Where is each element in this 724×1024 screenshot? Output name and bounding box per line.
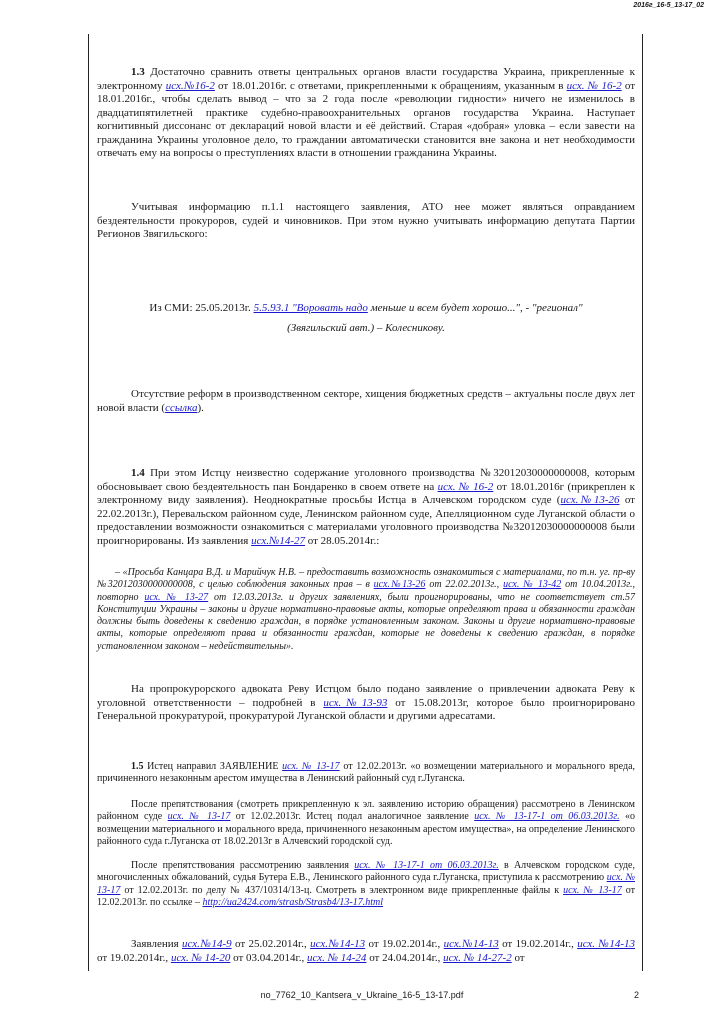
text: в Алчевском городском суде, многочисленных обжалований, судья Бутера Е.В., Ленинского районного суда г.Луганска, приступила к рассмотрению	[97, 860, 635, 884]
doc-link[interactable]: исх. № 13-17	[282, 761, 340, 772]
text: от 18.01.2016г (прикреплен к электронному виду заявления). Неоднократные просьбы Истца в Алчевском городском суде (	[97, 480, 636, 506]
text: от 19.02.2014г.,	[498, 938, 578, 950]
text: «о возмещении материального и морального вреда, причиненного незаконным арестом имущества», на определение Ленинского районного суда г.Луганска от 18.02.2013г в Алчевский городской суд.	[97, 811, 635, 847]
text: Заявления	[131, 938, 183, 950]
text: от 28.05.2014г.:	[305, 534, 380, 547]
doc-link[interactable]: исх. № 13-27	[144, 591, 209, 603]
quote-1-4	[97, 567, 635, 653]
doc-link[interactable]: исх. № 13-17	[97, 872, 635, 896]
section-number: 1.5	[131, 761, 144, 772]
doc-link[interactable]: исх.№13-26	[560, 494, 620, 506]
doc-link[interactable]: исх.№14-13	[310, 938, 366, 950]
text: ).	[197, 401, 204, 414]
doc-link[interactable]: исх.№14-9	[182, 938, 232, 950]
text: При этом Истцу неизвестно содержание уголовного производства №32012030000000008, которым обосновывает свою бездеятельность пан Бондаренко в своем ответе на	[97, 467, 635, 493]
text: от 19.02.2014г.,	[365, 938, 444, 950]
media-quote-author: (Звягильский авт.) – Колесникову.	[287, 322, 445, 334]
doc-link[interactable]: исх. № 14-20	[170, 951, 231, 964]
doc-link[interactable]: исх.№13-26	[373, 579, 426, 591]
paragraph-after-obstruction-2	[97, 860, 635, 909]
text: от 12.02.2013г. по делу № 437/10314/13-ц. Смотреть в электронном виде прикрепленные файлы к	[120, 884, 564, 896]
doc-link[interactable]: исх. № 16-2	[566, 79, 622, 92]
right-margin-rule	[642, 34, 643, 971]
page-header-code: 2016г_16-5_13-17_02	[633, 2, 704, 9]
paragraph-revu	[97, 683, 635, 724]
text: от 12.02.2013г. Истец подал аналогичное заявление	[230, 811, 475, 823]
media-link[interactable]: 5.5.93.1 "Воровать надо	[253, 302, 368, 314]
text: После препятствования рассмотрению заявления	[131, 860, 355, 871]
text: от 22.02.2013г.,	[425, 579, 504, 591]
text: На пропрокурорского адвоката Реву Истцом было подано заявление о привлечении адвоката Реву к уголовной ответственности – подробней в	[97, 683, 635, 709]
text: от 10.04.2013г., повторно	[97, 579, 635, 603]
url-link[interactable]: http://ua2424.com/strasb/Strasb4/13-17.html	[202, 896, 384, 908]
source-link[interactable]: ссылка	[165, 401, 198, 414]
text: Из СМИ: 25.05.2013г.	[149, 302, 254, 314]
section-number: 1.4	[131, 467, 145, 479]
text: от 19.02.2014г.,	[97, 951, 171, 964]
text: от 25.02.2014г.,	[231, 938, 311, 950]
text: Достаточно сравнить ответы центральных органов власти государства Украина, прикрепленные к электронному	[97, 66, 635, 92]
doc-link[interactable]: исх. № 16-2	[437, 480, 494, 493]
text: от 12.03.2013г. и других заявлениях, были проигнорированы, что не соответствует ст.57 Конституции Украины – законы и другие нормативно-правовые акты, которые определяют права и обязанности граждан должны быть доведены к сведению граждан, в порядке установленным законом. Законы и другие нормативно-правовые акты, которые определяют права и обязанности граждан, которые не доведены к сведению граждан, в порядке установленном законом – недействительны».	[97, 591, 635, 652]
text: от 03.04.2014г.,	[230, 951, 308, 964]
page-number: 2	[634, 990, 640, 1000]
media-quote	[97, 302, 635, 316]
footer-filename: no_7762_10_Kantsera_v_Ukraine_16-5_13-17.pdf	[260, 990, 464, 1000]
text: от 22.02.2013г.), Перевальском районном суде, Ленинском районном суде, Апелляционном суде Луганской области о предоставлении возможности ознакомиться с материалами уголовного производства №32012030000000008 были проигнорированы. Из заявления	[97, 494, 635, 547]
text: от 15.08.2013г, которое было проигнорировано Генеральной прокуратурой, прокуратурой Луганской области и другими адресатами.	[97, 696, 635, 722]
text: Отсутствие реформ в производственном секторе, хищения бюджетных средств – актуальны после двух лет новой власти (	[97, 388, 635, 414]
text: – «Просьба Канцара В.Д. и Марийчук Н.В. – предоставить возможность ознакомиться с материалами, по т.н. уг. пр-ву №32012030000000008, с целью соблюдения законных прав – в	[97, 567, 635, 591]
section-1-5	[97, 761, 635, 786]
doc-link[interactable]: исх. № 14-27-2	[443, 951, 512, 964]
left-margin-rule	[88, 34, 89, 971]
doc-link[interactable]: исх. № 13-17	[563, 884, 622, 896]
doc-link[interactable]: исх. № 13-17-1 от 06.03.2013г.	[474, 811, 620, 823]
doc-link[interactable]: исх.№13-93	[323, 696, 388, 709]
text: от 18.01.2016г., чтобы сделать вывод – что за 2 года после «революции гидности» ничего не изменилось в двадцатипятилетней практике судебно-правоохранительных органов государства Украина. Наступает когнитивный диссонанс от деклараций новой власти и её действий. Старая «добрая» уловка – если завести на гражданина Украины уголовное дело, то граждании автоматически становится вне закона и нет необходимости отвечать ему на вопросы о преступлениях власти в отношении гражданина Украины.	[97, 79, 636, 159]
paragraph-after-obstruction-1	[97, 799, 635, 848]
text: Истец направил ЗАЯВЛЕНИЕ	[143, 761, 283, 772]
section-number: 1.3	[131, 66, 145, 78]
section-1-4	[97, 467, 635, 548]
doc-link[interactable]: исх. №14-13	[577, 938, 636, 950]
text: от 12.02.2013г. «о возмещении материального и морального вреда, причиненного незаконным арестом имущества в Ленинский районный суд г.Луганска.	[97, 761, 636, 785]
text: от	[511, 951, 525, 964]
doc-link[interactable]: исх. № 14-24	[307, 951, 367, 964]
doc-link[interactable]: исх.№16-2	[165, 79, 215, 92]
doc-link[interactable]: исх.№14-13	[443, 938, 499, 950]
section-1-3	[97, 66, 635, 161]
text: от 18.01.2016г. с ответами, прикрепленными к обращениям, указанным в	[214, 79, 567, 92]
paragraph-ato: Учитывая информацию п.1.1 настоящего заявления, АТО нее может являться оправданием бездеятельности прокуроров, судей и чиновников. При этом нужно учитывать информацию депутата Партии Регионов Звягильского:	[97, 201, 635, 240]
text: меньше и всем будет хорошо...", - "регионал"	[367, 302, 583, 314]
doc-link[interactable]: исх. № 13-17	[167, 811, 231, 823]
text: от 12.02.2013г. по ссылке –	[97, 884, 635, 908]
paragraph-reforms	[97, 388, 635, 415]
doc-link[interactable]: исх. № 13-17-1 от 06.03.2013г.	[354, 860, 499, 871]
doc-link[interactable]: исх. № 13-42	[503, 579, 562, 591]
text: от 24.04.2014г.,	[366, 951, 444, 964]
doc-link[interactable]: исх.№14-27	[251, 534, 306, 547]
paragraph-applications	[97, 938, 635, 965]
text: После препятствования (смотреть прикрепленную к эл. заявлению историю обращения) рассмотрено в Ленинском районном суде	[97, 799, 635, 823]
